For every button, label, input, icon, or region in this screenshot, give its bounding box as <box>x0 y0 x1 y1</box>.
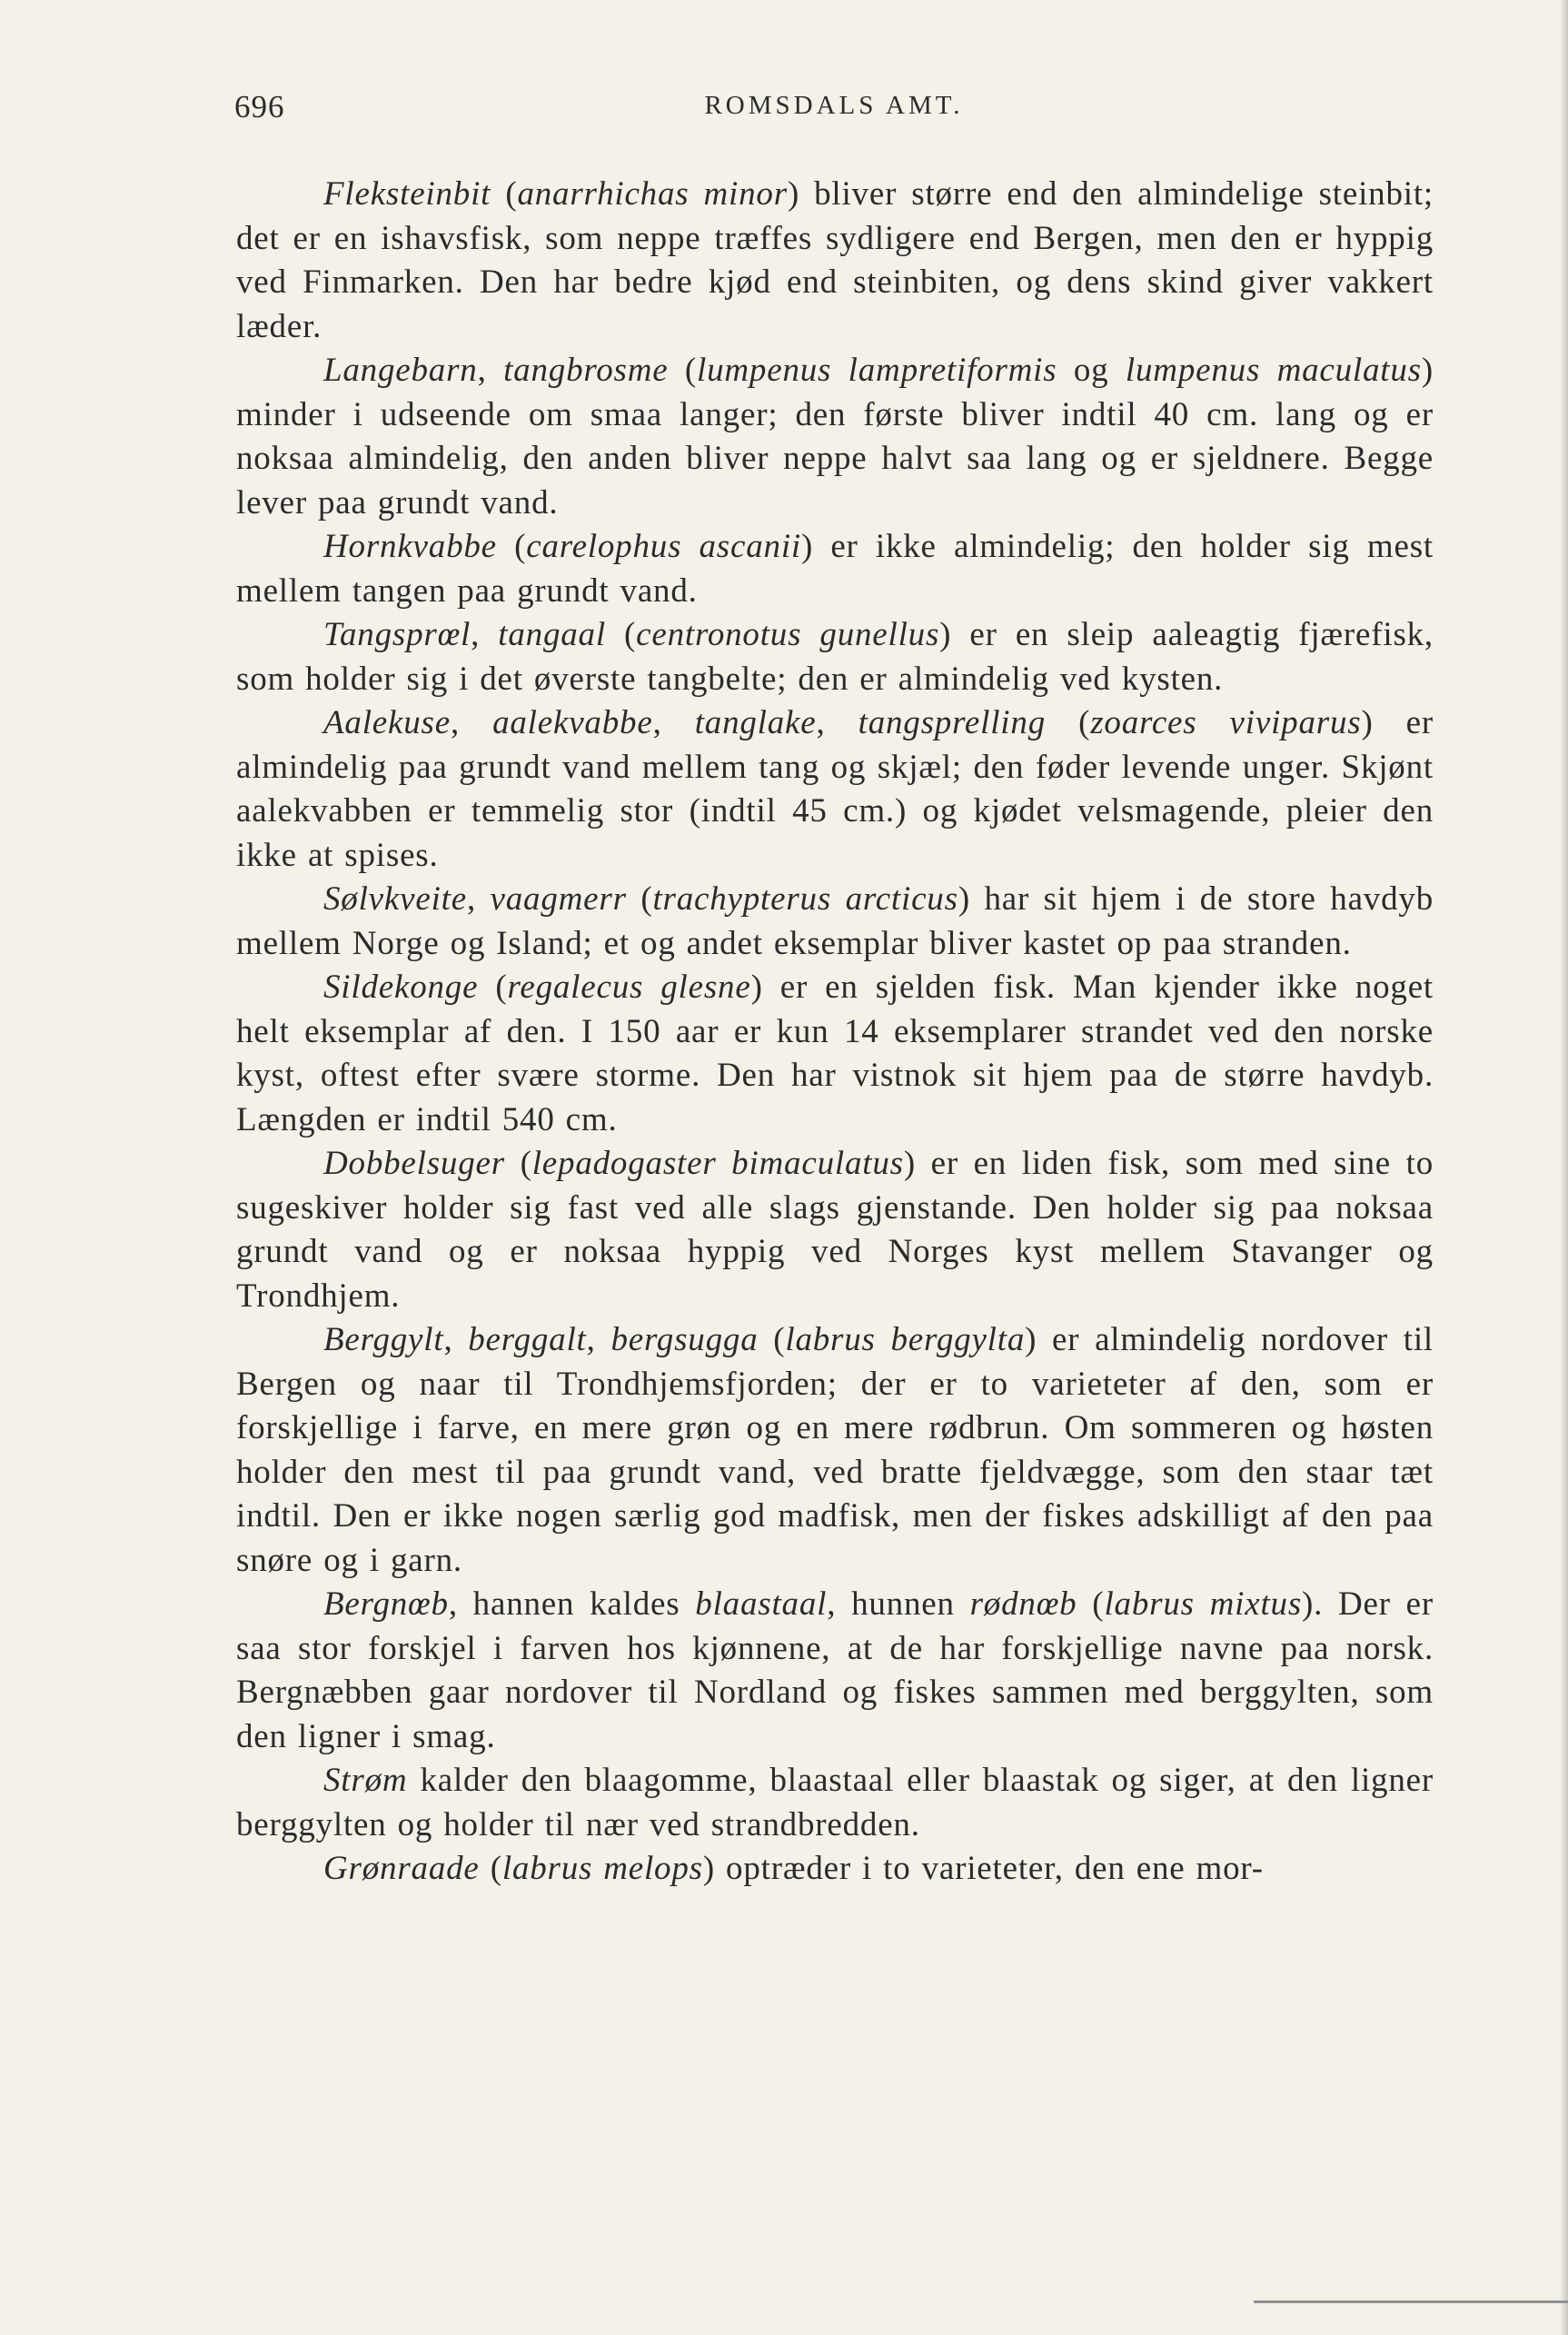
italic-term: lepadogaster bimaculatus <box>531 1145 904 1182</box>
text-run: , <box>586 1321 611 1358</box>
text-run: ) optræder i to varieteter, den ene mor- <box>702 1850 1264 1887</box>
text-run: ) er en sjelden fisk. Man kjender ikke noget helt eksemplar af den. I 150 aar er kun 14 eksemplarer strandet ved den norske kyst, oftest efter svære storme. Den har vistnok sit hjem paa de større havdyb. Længden er indtil 540 cm. <box>236 969 1434 1138</box>
text-run: , <box>466 880 491 918</box>
paragraph <box>236 701 1434 878</box>
italic-term: Tangsprœl <box>323 616 471 653</box>
running-head: ROMSDALS AMT. <box>704 91 964 120</box>
text-run: ( <box>1077 1585 1105 1623</box>
text-run: ) minder i udseende om smaa langer; den første bliver indtil 40 cm. lang og er noksaa almindelig, den anden bliver neppe halvt saa lang og er sjeldnere. Begge lever paa grundt vand. <box>236 352 1434 522</box>
text-run: , <box>477 352 504 389</box>
italic-term: rødnœb <box>969 1585 1077 1623</box>
paragraph <box>236 173 1434 349</box>
text-run: og <box>1057 352 1126 389</box>
text-run: ) har sit hjem i de store havdyb mellem Norge og Island; et og andet eksemplar bliver kastet op paa stranden. <box>236 880 1434 962</box>
paragraph <box>236 1847 1434 1892</box>
italic-term: Berggylt <box>323 1321 444 1358</box>
text-run: ). Der er saa stor forskjel i farven hos kjønnene, at de har forskjellige navne paa norsk. Bergnæbben gaar nordover til Nordland og fiskes sammen med berggylten, som den ligner i smag. <box>236 1585 1434 1755</box>
paragraph <box>236 1318 1434 1583</box>
italic-term: tangaal <box>498 616 606 653</box>
italic-term: Dobbelsuger <box>323 1145 505 1182</box>
text-run: ( <box>668 352 698 389</box>
page-number: 696 <box>234 89 285 124</box>
italic-term: trachypterus arcticus <box>652 880 958 918</box>
italic-term: Sølvkveite <box>323 880 467 918</box>
italic-term: tangbrosme <box>503 352 669 389</box>
text-run: ( <box>605 616 637 653</box>
page-header <box>234 89 1434 129</box>
body-text <box>236 173 1434 1892</box>
italic-term: labrus mixtus <box>1104 1585 1303 1623</box>
text-run: ) er en liden fisk, som med sine to sugeskiver holder sig fast ved alle slags gjenstande. Den holder sig paa noksaa grundt vand og er noksaa hyppig ved Norges kyst mellem Stavanger og Trondhjem. <box>236 1145 1434 1315</box>
text-run: , <box>471 616 499 653</box>
paragraph <box>236 349 1434 525</box>
page-bottom-edge <box>1254 2300 1568 2303</box>
text-run: ) er ikke almindelig; den holder sig mest mellem tangen paa grundt vand. <box>236 528 1434 610</box>
paragraph <box>236 525 1434 613</box>
text-run: , hunnen <box>827 1585 970 1623</box>
italic-term: Hornkvabbe <box>323 528 497 565</box>
paragraph <box>236 613 1434 701</box>
italic-term: bergsugga <box>610 1321 759 1358</box>
text-run: ) er almindelig paa grundt vand mellem tang og skjæl; den føder levende unger. Skjønt aalekvabben er temmelig stor (indtil 45 cm.) og kjødet velsmagende, pleier den ikke at spises. <box>236 704 1434 874</box>
text-run: , hannen kaldes <box>448 1585 696 1623</box>
italic-term: Langebarn <box>323 352 478 389</box>
paragraph <box>236 1759 1434 1847</box>
text-run: ) er almindelig nordover til Bergen og naar til Trondhjemsfjorden; der er to varieteter af den, som er forskjellige i farve, en mere grøn og en mere rødbrun. Om sommeren og høsten holder den mest til paa grundt vand, ved bratte fjeldvægge, som den staar tæt indtil. Den er ikke nogen særlig god madfisk, men der fiskes adskilligt af den paa snøre og i garn. <box>236 1321 1434 1579</box>
italic-term: Aalekuse <box>323 704 451 741</box>
italic-term: blaastaal <box>695 1585 828 1623</box>
italic-term: Grønraade <box>323 1850 480 1887</box>
italic-term: tanglake <box>694 704 817 741</box>
text-run: kalder den blaagomme, blaastaal eller blaastak og siger, at den ligner berggylten og holder til nær ved strandbredden. <box>236 1762 1434 1843</box>
italic-term: aalekvabbe <box>492 704 653 741</box>
italic-term: zoarces viviparus <box>1090 704 1362 741</box>
text-run: , <box>652 704 695 741</box>
text-run: ) er en sleip aaleagtig fjærefisk, som holder sig i det øverste tangbelte; den er almindelig ved kysten. <box>236 616 1434 698</box>
text-run: ( <box>496 528 527 565</box>
paragraph <box>236 878 1434 966</box>
paragraph <box>236 1583 1434 1759</box>
italic-term: berggalt <box>468 1321 587 1358</box>
text-run: ( <box>504 1145 532 1182</box>
italic-term: centronotus gunellus <box>636 616 940 653</box>
italic-term: Strøm <box>323 1762 408 1799</box>
italic-term: anarrhichas minor <box>517 175 788 213</box>
italic-term: tangsprelling <box>858 704 1046 741</box>
italic-term: Fleksteinbit <box>323 175 491 213</box>
page-edge-shadow <box>1561 0 1568 2335</box>
italic-term: lumpenus maculatus <box>1125 352 1422 389</box>
text-run: ( <box>479 1850 502 1887</box>
text-run: ( <box>1046 704 1091 741</box>
text-run: , <box>443 1321 469 1358</box>
text-run: ( <box>626 880 653 918</box>
paragraph <box>236 1142 1434 1318</box>
text-run: ( <box>491 175 518 213</box>
italic-term: labrus berggylta <box>785 1321 1026 1358</box>
text-run: , <box>816 704 858 741</box>
text-run: ) bliver større end den almindelige steinbit; det er en ishavsfisk, som neppe træffes sydligere end Bergen, men den er hyppig ved Finmarken. Den har bedre kjød end steinbiten, og dens skind giver vakkert læder. <box>236 175 1434 345</box>
italic-term: Sildekonge <box>323 969 479 1006</box>
italic-term: vaagmerr <box>490 880 627 918</box>
italic-term: regalecus glesne <box>507 969 751 1006</box>
italic-term: carelophus ascanii <box>526 528 801 565</box>
italic-term: Bergnœb <box>323 1585 449 1623</box>
text-run: ( <box>758 1321 786 1358</box>
text-run: ( <box>478 969 508 1006</box>
italic-term: lumpenus lampretiformis <box>697 352 1057 389</box>
italic-term: labrus melops <box>501 1850 703 1887</box>
text-run: , <box>450 704 493 741</box>
paragraph <box>236 966 1434 1142</box>
